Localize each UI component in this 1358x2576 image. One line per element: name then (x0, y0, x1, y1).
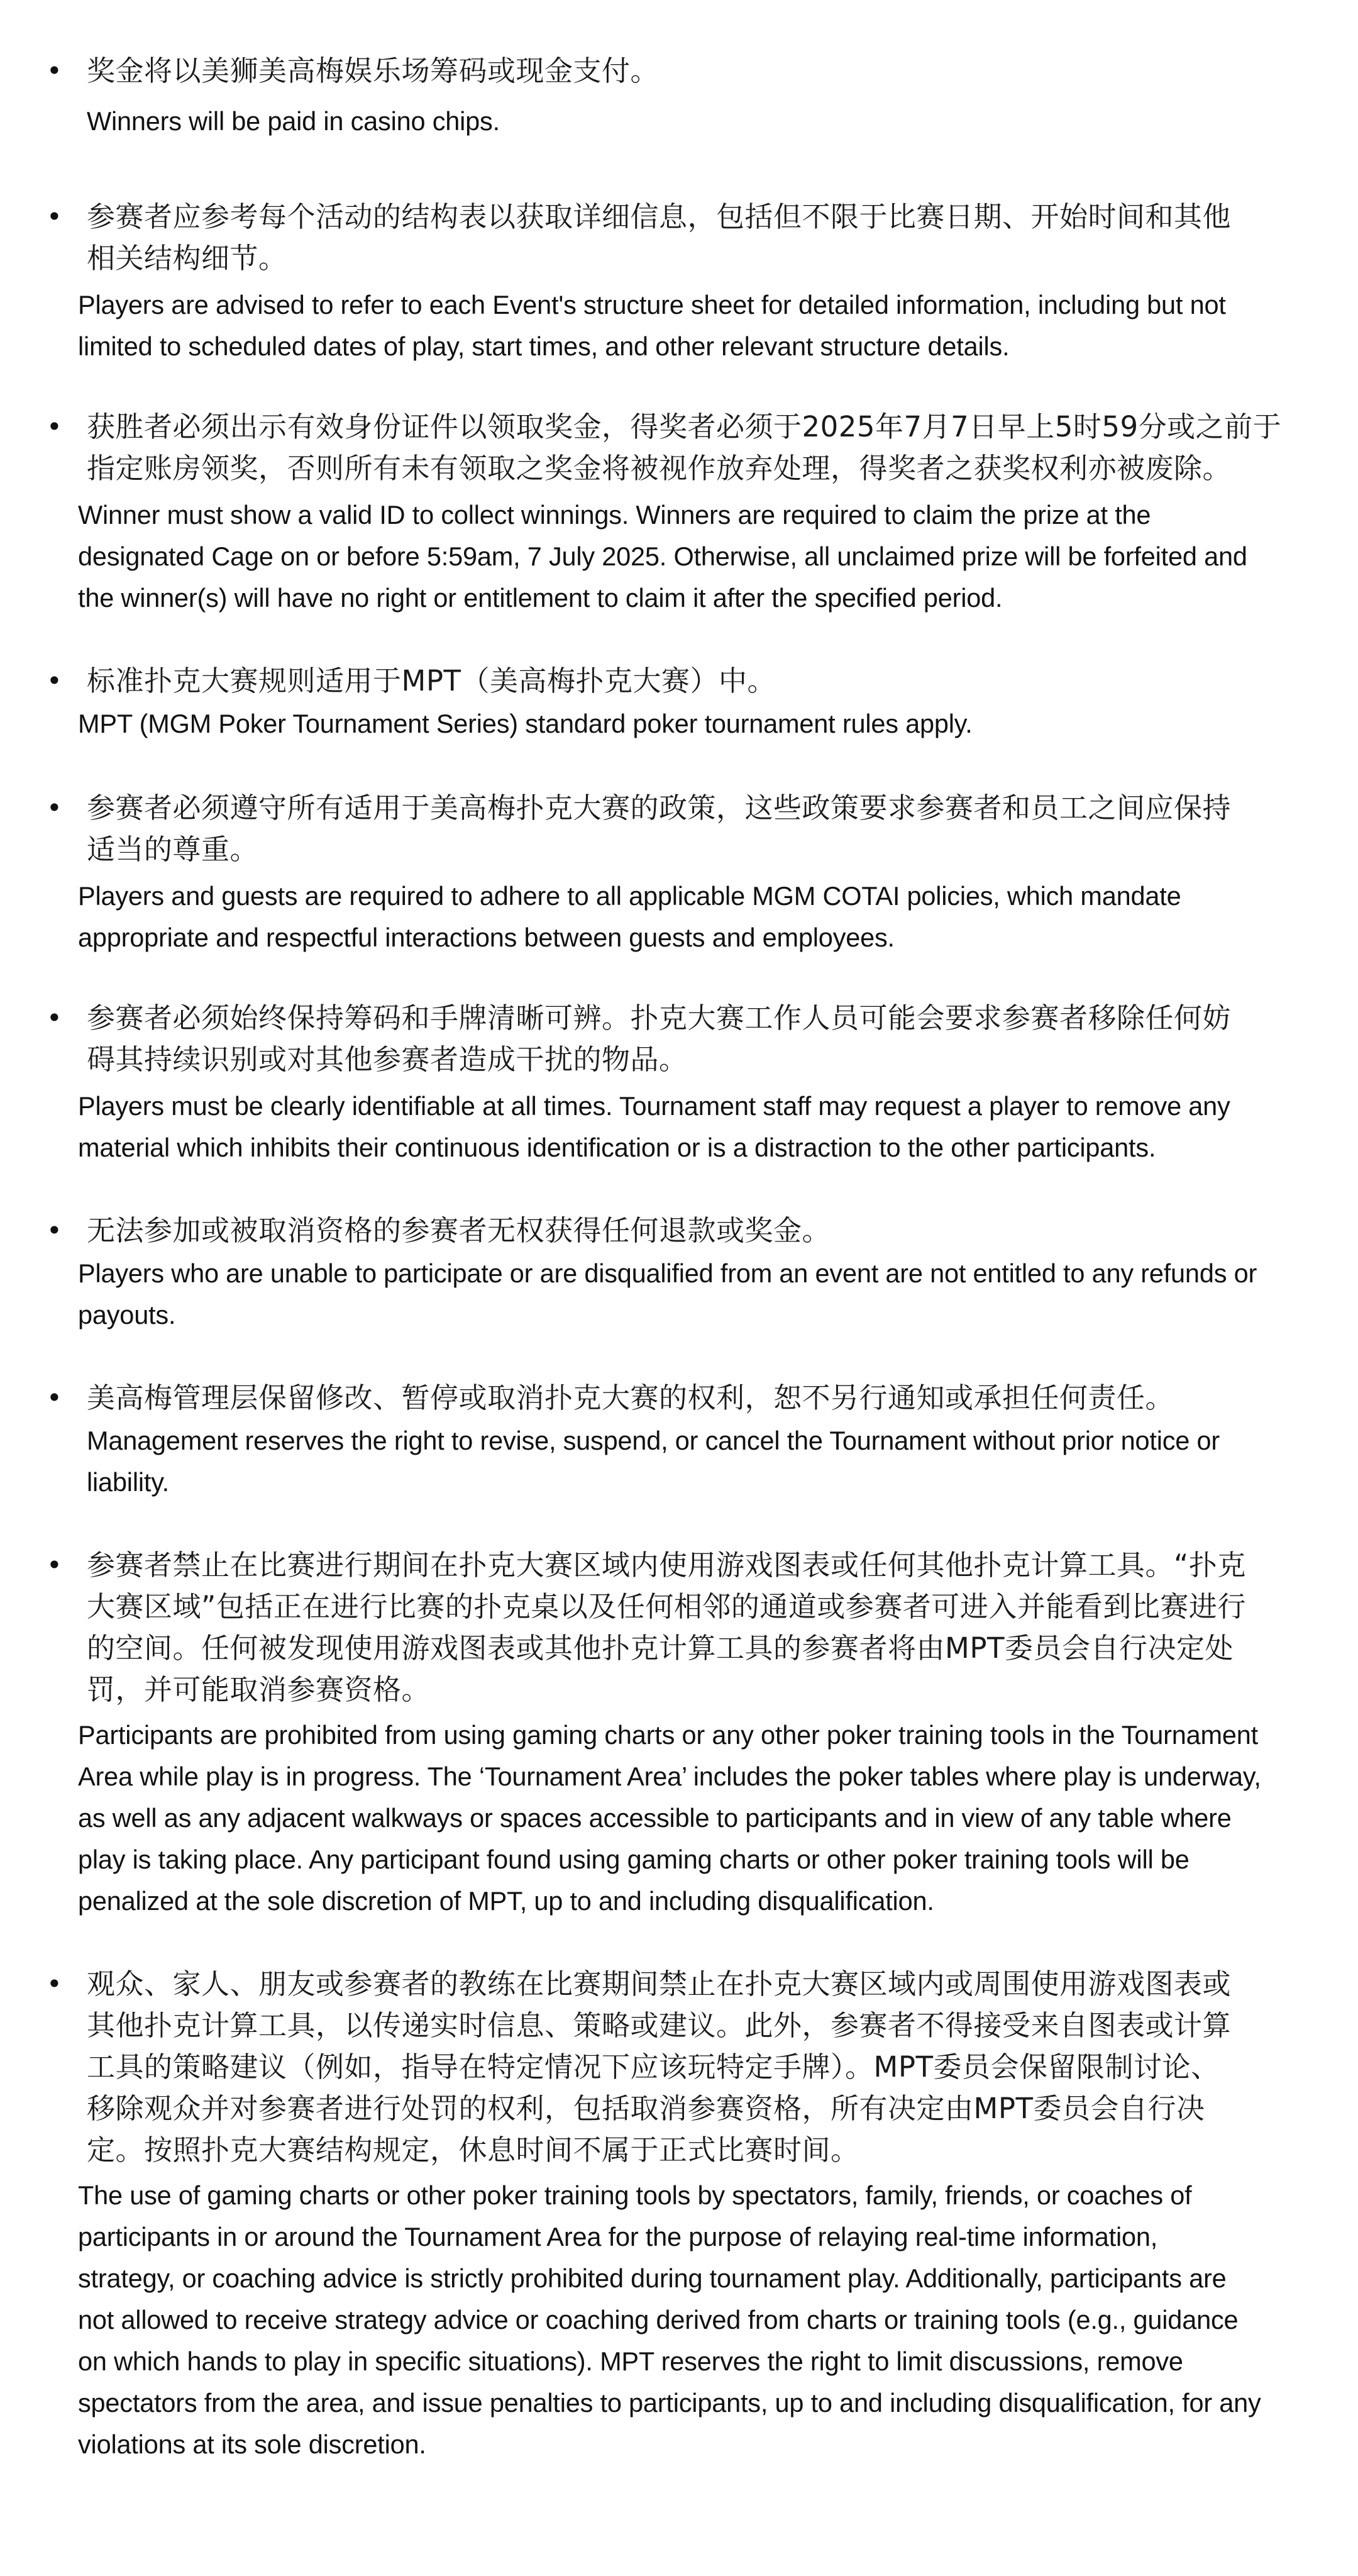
rule-text-en: Players who are unable to participate or are disqualified from an event are not entitled to any refunds or payouts. (78, 1258, 1257, 1330)
rule-text-en: The use of gaming charts or other poker training tools by spectators, family, friends, or coaches of participants in or around the Tournament Area for the purpose of relaying real-time information, strategy, or coaching advice is strictly prohibited during tournament play. Additionally, participants are not allowed to receive strategy advice or coaching derived from charts or training tools (e.g., guidance on which hands to play in specific situations). MPT reserves the right to limit discussions, remove spectators from the area, and issue penalties to participants, up to and including disqualification, for any violations at its sole discretion. (78, 2180, 1261, 2459)
rule-text-en: Players must be clearly identifiable at all times. Tournament staff may request a player to remove any material which inhibits their continuous identification or is a distraction to the other participants. (78, 1091, 1230, 1162)
bullet-icon: • (47, 1002, 62, 1033)
bullet-icon: • (47, 1215, 62, 1246)
rule-text-en: Players and guests are required to adhere to all applicable MGM COTAI policies, which mandate appropriate and respectful interactions between guests and employees. (78, 881, 1181, 952)
rule-text-zh: 奖金将以美狮美高梅娱乐场筹码或现金支付。 (87, 54, 660, 87)
rule-text-en: Winners will be paid in casino chips. (87, 106, 500, 136)
rule-text-zh: 参赛者必须遵守所有适用于美高梅扑克大赛的政策，这些政策要求参赛者和员工之间应保持 适当的尊重。 (87, 791, 1232, 866)
rule-text-en: Participants are prohibited from using gaming charts or any other poker training tools in the Tournament Area while play is in progress. The ‘Tournament Area’ includes the poker tables where play is underway, as well as any adjacent walkways or spaces accessible to participants and in view of any table where play is taking place. Any participant found using gaming charts or other poker training tools will be penalized at the sole discretion of MPT, up to and including disqualification. (78, 1720, 1261, 1916)
rule-text-zh: 参赛者必须始终保持筹码和手牌清晰可辨。扑克大赛工作人员可能会要求参赛者移除任何妨 碍其持续识别或对其他参赛者造成干扰的物品。 (87, 1001, 1232, 1076)
rule-text-zh: 无法参加或被取消资格的参赛者无权获得任何退款或奖金。 (87, 1214, 831, 1247)
bullet-icon: • (47, 792, 62, 823)
bullet-icon: • (47, 201, 62, 232)
rule-text-en: MPT (MGM Poker Tournament Series) standard poker tournament rules apply. (78, 709, 973, 738)
rule-text-zh: 获胜者必须出示有效身份证件以领取奖金，得奖者必须于2025年7月7日早上5时59分或之前于 指定账房领奖，否则所有未有领取之奖金将被视作放弃处理，得奖者之获奖权利亦被废除。 (87, 410, 1282, 485)
bullet-icon: • (47, 665, 62, 696)
bullet-icon: • (47, 1382, 62, 1413)
bullet-icon: • (47, 411, 62, 442)
rule-text-zh: 美高梅管理层保留修改、暂停或取消扑克大赛的权利，恕不另行通知或承担任何责任。 (87, 1381, 1174, 1414)
rule-text-en: Management reserves the right to revise, suspend, or cancel the Tournament without prior notice or liability. (87, 1426, 1220, 1497)
bullet-icon: • (47, 55, 62, 86)
rule-text-zh: 参赛者禁止在比赛进行期间在扑克大赛区域内使用游戏图表或任何其他扑克计算工具。“扑克 大赛区域”包括正在进行比赛的扑克桌以及任何相邻的通道或参赛者可进入并能看到比赛进行 的空间。任何被发现使用游戏图表或其他扑克计算工具的参赛者将由MPT委员会自行决定处 罚，并可能取消参赛资格。 (87, 1548, 1246, 1706)
rule-text-zh: 观众、家人、朋友或参赛者的教练在比赛期间禁止在扑克大赛区域内或周围使用游戏图表或 其他扑克计算工具，以传递实时信息、策略或建议。此外，参赛者不得接受来自图表或计算 工具的策略建议（例如，指导在特定情况下应该玩特定手牌）。MPT委员会保留限制讨论、 移除观众并对参赛者进行处罚的权利，包括取消参赛资格，所有决定由MPT委员会自行决 定。按照扑克大赛结构规定，休息时间不属于正式比赛时间。 (87, 1967, 1232, 2167)
rule-text-zh: 参赛者应参考每个活动的结构表以获取详细信息，包括但不限于比赛日期、开始时间和其他 相关结构细节。 (87, 200, 1232, 275)
rule-text-en: Winner must show a valid ID to collect winnings. Winners are required to claim the prize at the designated Cage on or before 5:59am, 7 July 2025. Otherwise, all unclaimed prize will be forfeited and the winner(s) will have no right or entitlement to claim it after the specified period. (78, 500, 1247, 613)
rule-text-zh: 标准扑克大赛规则适用于MPT（美高梅扑克大赛）中。 (87, 664, 776, 697)
bullet-icon: • (47, 1968, 62, 1999)
bullet-icon: • (47, 1550, 62, 1580)
rule-text-en: Players are advised to refer to each Event's structure sheet for detailed information, including but not limited to scheduled dates of play, start times, and other relevant structure details. (78, 290, 1226, 361)
